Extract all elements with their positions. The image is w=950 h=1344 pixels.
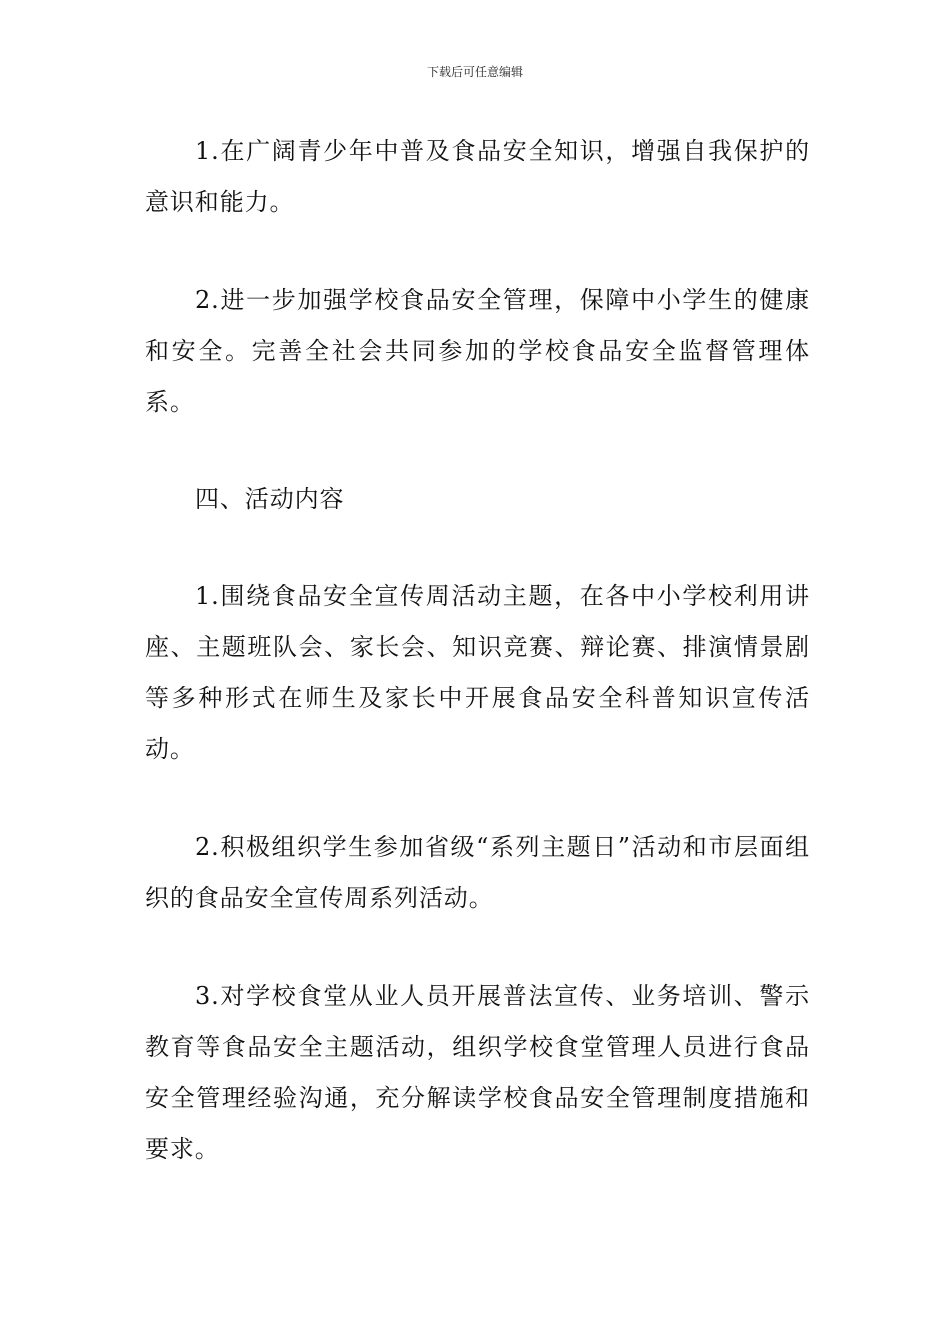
paragraph-goal-2: 2.进一步加强学校食品安全管理，保障中小学生的健康和安全。完善全社会共同参加的学校食品安全监督管理体系。 — [145, 286, 810, 416]
paragraph-activity-1: 1.围绕食品安全宣传周活动主题，在各中小学校利用讲座、主题班队会、家长会、知识竞赛、辩论赛、排演情景剧等多种形式在师生及家长中开展食品安全科普知识宣传活动。 — [145, 582, 810, 763]
section-heading-activity-content: 四、活动内容 — [195, 485, 345, 513]
document-body — [145, 126, 810, 1175]
paragraph-goal-1: 1.在广阔青少年中普及食品安全知识，增强自我保护的意识和能力。 — [145, 137, 810, 216]
paragraph-activity-3: 3.对学校食堂从业人员开展普法宣传、业务培训、警示教育等食品安全主题活动，组织学校食堂管理人员进行食品安全管理经验沟通，充分解读学校食品安全管理制度措施和要求。 — [145, 982, 810, 1163]
paragraph-activity-2: 2.积极组织学生参加省级“系列主题日”活动和市层面组织的食品安全宣传周系列活动。 — [145, 833, 810, 912]
page-header-note: 下载后可任意编辑 — [426, 65, 523, 79]
